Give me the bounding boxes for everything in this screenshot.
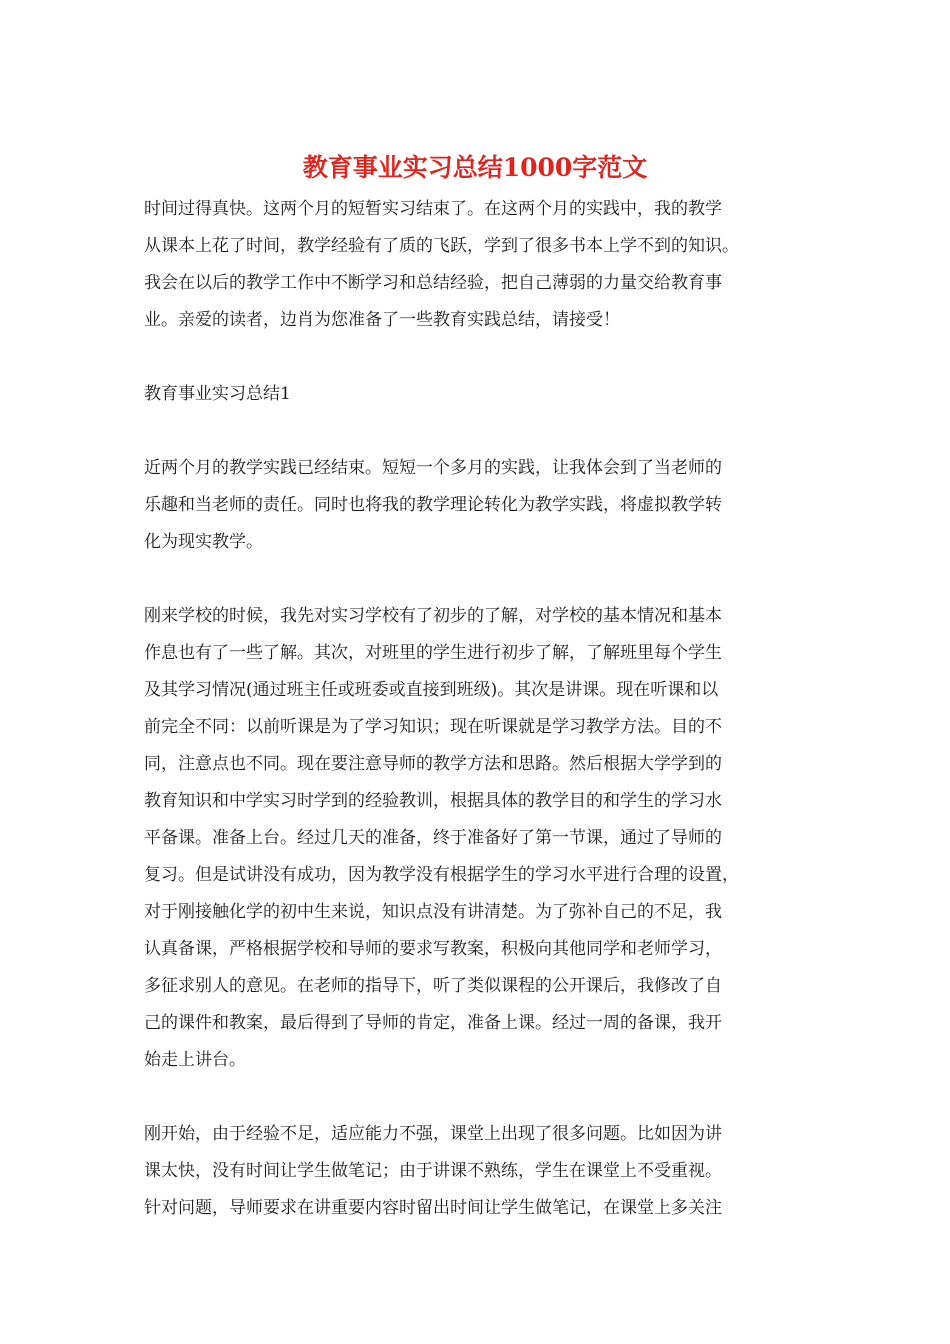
paragraph-spacer <box>144 339 808 376</box>
text-line: 教育知识和中学实习时学到的经验教训，根据具体的教学目的和学生的学习水 <box>144 791 722 811</box>
text-line: 课太快，没有时间让学生做笔记；由于讲课不熟练，学生在课堂上不受重视。 <box>144 1161 722 1181</box>
text-line: 多征求别人的意见。在老师的指导下，听了类似课程的公开课后，我修改了自 <box>144 976 722 996</box>
paragraph-spacer <box>144 561 808 598</box>
text-line: 复习。但是试讲没有成功，因为教学没有根据学生的学习水平进行合理的设置， <box>144 865 739 885</box>
text-line: 针对问题，导师要求在讲重要内容时留出时间让学生做笔记，在课堂上多关注 <box>144 1198 722 1218</box>
section-heading <box>144 376 808 413</box>
document-title: 教育事业实习总结1000字范文 <box>302 153 648 182</box>
text-line: 刚开始，由于经验不足，适应能力不强，课堂上出现了很多问题。比如因为讲 <box>144 1124 722 1144</box>
paragraph-spacer <box>144 413 808 450</box>
paragraph-2 <box>144 598 808 1079</box>
text-line: 己的课件和教案，最后得到了导师的肯定，准备上课。经过一周的备课，我开 <box>144 1013 722 1033</box>
paragraph-spacer <box>144 1079 808 1116</box>
text-line: 化为现实教学。 <box>144 532 263 552</box>
text-line: 时间过得真快。这两个月的短暂实习结束了。在这两个月的实践中，我的教学 <box>144 199 722 219</box>
text-line: 近两个月的教学实践已经结束。短短一个多月的实践，让我体会到了当老师的 <box>144 458 722 478</box>
paragraph-1 <box>144 450 808 561</box>
text-line: 对于刚接触化学的初中生来说，知识点没有讲清楚。为了弥补自己的不足，我 <box>144 902 722 922</box>
text-line: 同，注意点也不同。现在要注意导师的教学方法和思路。然后根据大学学到的 <box>144 754 722 774</box>
text-line: 及其学习情况(通过班主任或班委或直接到班级)。其次是讲课。现在听课和以 <box>144 680 719 700</box>
text-line: 认真备课，严格根据学校和导师的要求写教案，积极向其他同学和老师学习， <box>144 939 722 959</box>
text-line: 从课本上花了时间，教学经验有了质的飞跃，学到了很多书本上学不到的知识。 <box>144 236 739 256</box>
intro-paragraph <box>144 191 808 339</box>
text-line: 乐趣和当老师的责任。同时也将我的教学理论转化为教学实践，将虚拟教学转 <box>144 495 722 515</box>
document-body <box>144 191 808 1227</box>
text-line: 业。亲爱的读者，边肖为您准备了一些教育实践总结，请接受！ <box>144 310 620 330</box>
paragraph-3 <box>144 1116 808 1227</box>
text-line: 始走上讲台。 <box>144 1050 246 1070</box>
text-line: 刚来学校的时候，我先对实习学校有了初步的了解，对学校的基本情况和基本 <box>144 606 722 626</box>
text-line: 前完全不同：以前听课是为了学习知识；现在听课就是学习教学方法。目的不 <box>144 717 722 737</box>
text-line: 我会在以后的教学工作中不断学习和总结经验，把自己薄弱的力量交给教育事 <box>144 273 722 293</box>
text-line: 教育事业实习总结1 <box>144 384 291 404</box>
text-line: 平备课。准备上台。经过几天的准备，终于准备好了第一节课，通过了导师的 <box>144 828 722 848</box>
text-line: 作息也有了一些了解。其次，对班里的学生进行初步了解，了解班里每个学生 <box>144 643 722 663</box>
